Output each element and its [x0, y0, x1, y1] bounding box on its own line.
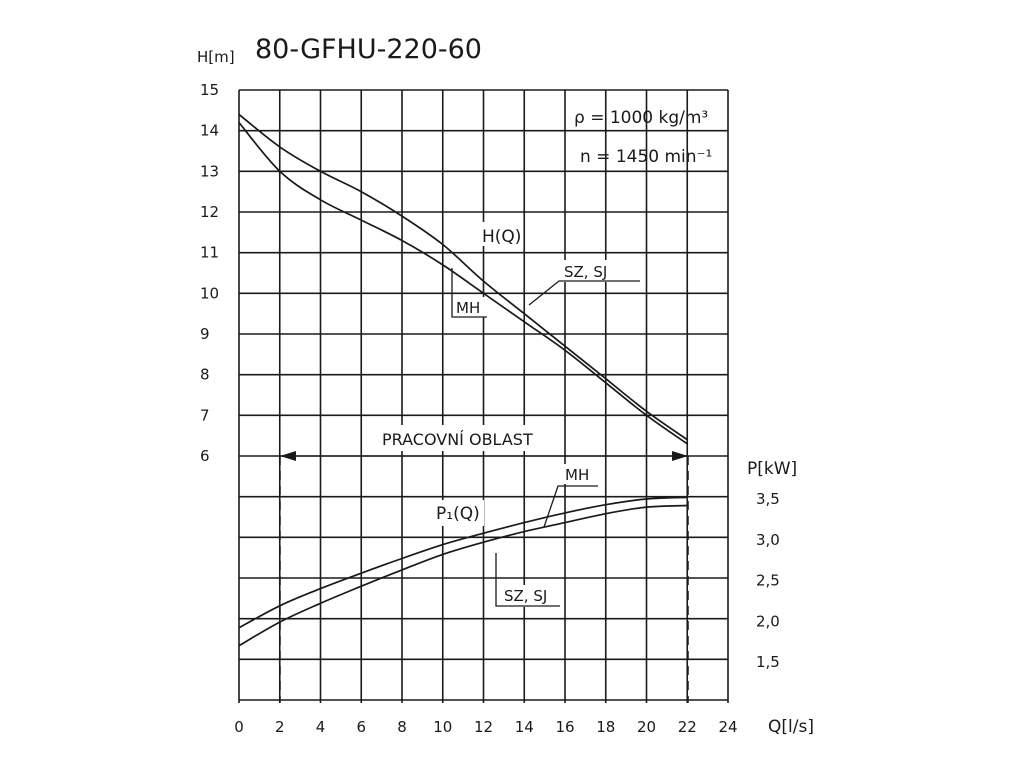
x-tick-label-6: 12 [473, 718, 494, 736]
y-right-tick-label-2: 2,5 [756, 571, 780, 590]
grid [239, 90, 728, 703]
operating-range-right-arrowhead [672, 451, 688, 461]
operating-range-left-arrowhead [280, 451, 296, 461]
x-tick-label-8: 16 [555, 718, 575, 736]
y-left-tick-label-5: 11 [200, 243, 220, 262]
x-tick-label-9: 18 [596, 718, 616, 736]
x-tick-label-7: 14 [514, 718, 534, 736]
y-left-tick-label-7: 13 [200, 162, 220, 181]
x-tick-label-3: 6 [356, 718, 367, 736]
power-curves-label: P₁(Q) [436, 504, 480, 524]
y-left-tick-label-4: 10 [200, 284, 220, 303]
y-left-tick-label-1: 7 [200, 406, 210, 425]
density-label: ρ = 1000 kg/m³ [574, 108, 709, 128]
y-left-tick-label-2: 8 [200, 365, 210, 384]
y-right-tick-label-3: 3,0 [756, 530, 780, 549]
x-tick-label-4: 8 [397, 718, 407, 736]
series-p-sz-sj-line-3 [239, 506, 687, 646]
head-curves-label: H(Q) [482, 227, 522, 247]
y-left-tick-label-6: 12 [200, 203, 220, 221]
curves [239, 114, 687, 645]
x-tick-label-1: 2 [274, 718, 285, 736]
speed-label: n = 1450 min⁻¹ [580, 147, 713, 167]
x-tick-label-11: 22 [677, 718, 697, 736]
x-tick-label-0: 0 [234, 718, 244, 736]
y-left-tick-label-9: 15 [200, 81, 220, 99]
y-axis-right-label: P[kW] [747, 459, 798, 479]
x-tick-label-5: 10 [433, 718, 453, 736]
h-sz-sj-label: SZ, SJ [564, 263, 608, 281]
x-axis-label: Q[l/s] [768, 717, 814, 737]
x-tick-label-2: 4 [315, 718, 326, 736]
p-mh-label: MH [565, 466, 590, 484]
y-left-tick-label-8: 14 [200, 121, 220, 140]
x-tick-label-10: 20 [636, 718, 657, 736]
y-left-tick-label-0: 6 [200, 447, 210, 465]
y-right-tick-label-0: 1,5 [756, 653, 780, 671]
operating-range-label: PRACOVNÍ OBLAST [382, 430, 533, 449]
p-sz-sj-label: SZ, SJ [504, 587, 548, 605]
y-axis-left-label: H[m] [197, 48, 235, 66]
y-left-tick-label-3: 9 [200, 325, 210, 343]
y-right-tick-label-4: 3,5 [756, 490, 780, 508]
x-tick-label-12: 24 [718, 718, 738, 736]
y-right-tick-label-1: 2,0 [756, 612, 780, 631]
h-mh-label: MH [456, 299, 481, 317]
labels [200, 81, 780, 736]
chart-title: 80-GFHU-220-60 [255, 34, 482, 65]
